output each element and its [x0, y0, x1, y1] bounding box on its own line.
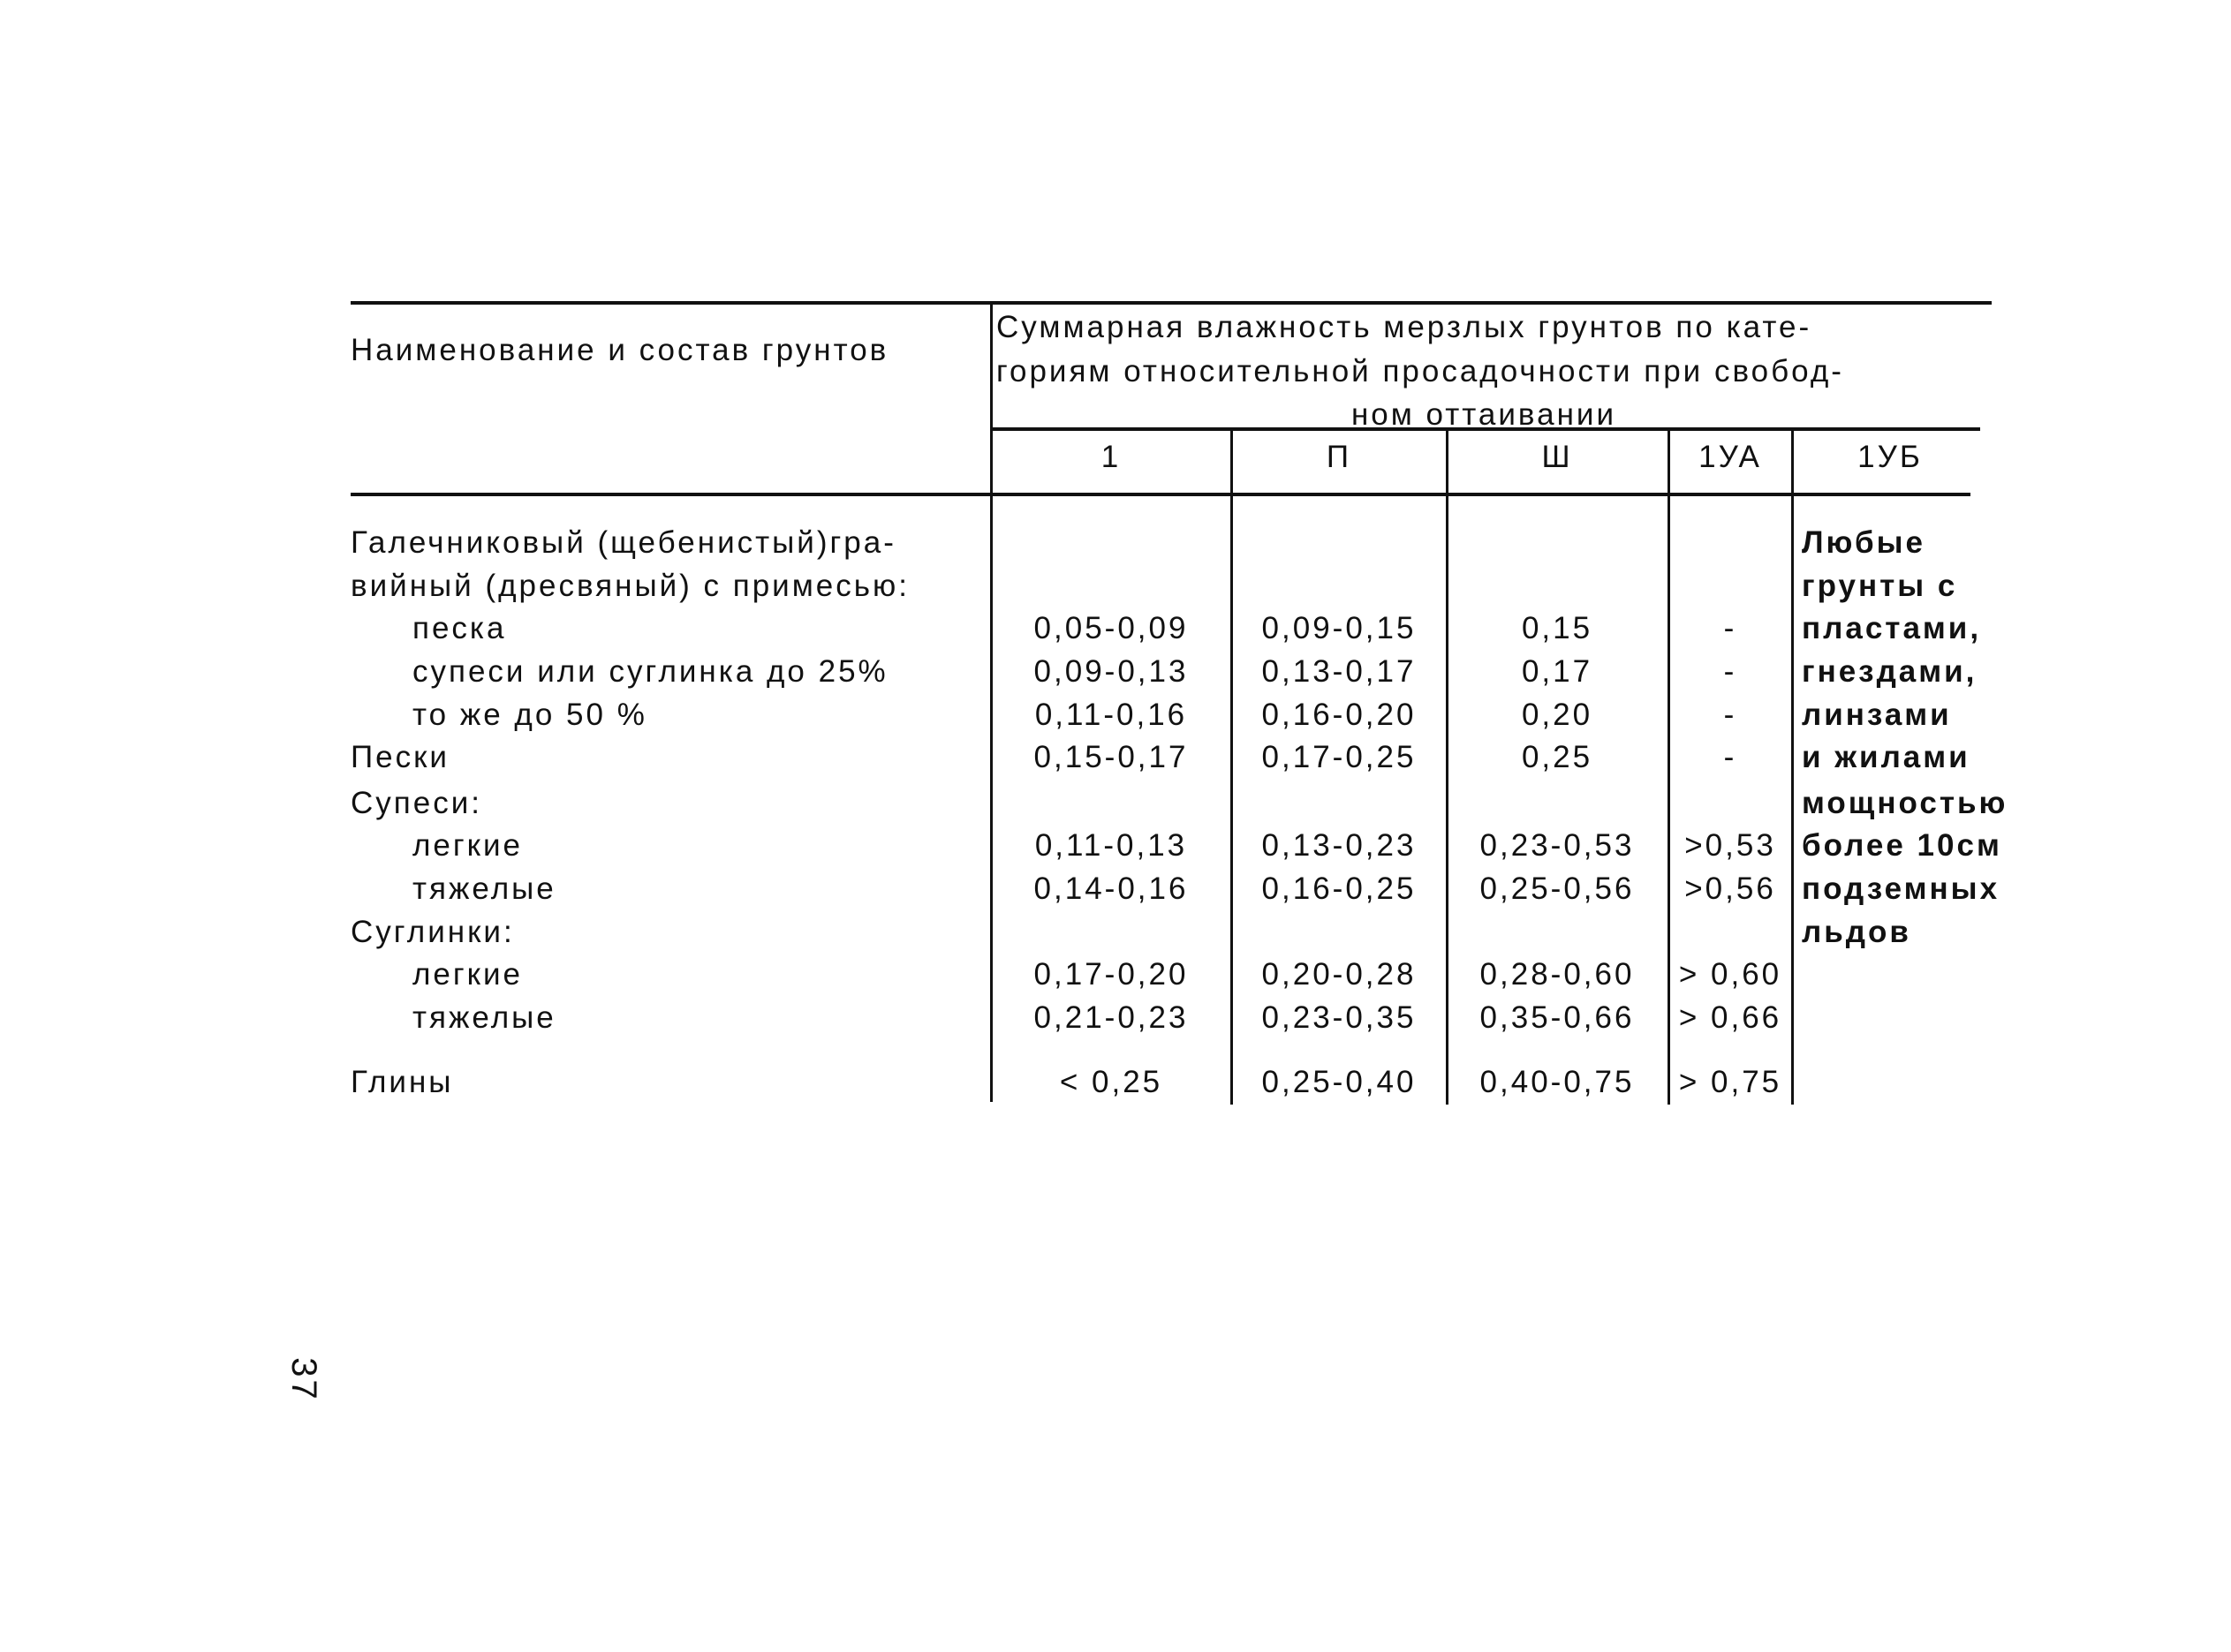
table-cell: >0,53 [1684, 828, 1776, 863]
col-divider [1230, 429, 1233, 1105]
col5-line: льдов [1802, 915, 1911, 949]
table-cell: - [1723, 611, 1737, 645]
col5-line: и жилами [1802, 740, 1970, 774]
col-divider [1668, 429, 1670, 1105]
table-cell: 0,23-0,53 [1479, 828, 1635, 863]
col5-line: мощностью [1802, 786, 2008, 820]
row-name: тяжелые [412, 1000, 556, 1035]
row-name: тяжелые [412, 871, 556, 906]
col5-line: грунты с [1802, 569, 1958, 603]
col5-line: более 10см [1802, 828, 2002, 863]
table-cell: - [1723, 698, 1737, 732]
col5-line: Любые [1802, 525, 1925, 560]
table-cell: 0,21-0,23 [1033, 1000, 1189, 1035]
table-cell: 0,05-0,09 [1033, 611, 1189, 645]
table-cell: 0,17-0,25 [1261, 740, 1417, 774]
row-name: Пески [351, 740, 450, 774]
header-name-col: Наименование и состав грунтов [351, 333, 889, 367]
table-cell: 0,14-0,16 [1033, 871, 1189, 906]
top-rule [351, 301, 1992, 305]
table-cell: - [1723, 740, 1737, 774]
row-name: Глины [351, 1065, 454, 1099]
table-cell: 0,15 [1521, 611, 1593, 645]
table-cell: > 0,75 [1678, 1065, 1782, 1099]
table-cell: > 0,60 [1678, 957, 1782, 992]
col5-line: линзами [1802, 698, 1952, 732]
table-cell: 0,25 [1521, 740, 1593, 774]
table-cell: 0,25-0,40 [1261, 1065, 1417, 1099]
table-cell: >0,56 [1684, 871, 1776, 906]
table-cell: 0,13-0,17 [1261, 654, 1417, 689]
table-cell: 0,17-0,20 [1033, 957, 1189, 992]
row-name: легкие [412, 828, 523, 863]
table-cell: 0,28-0,60 [1479, 957, 1635, 992]
row-name: Галечниковый (щебенистый)гра- [351, 525, 896, 560]
table-cell: 0,20-0,28 [1261, 957, 1417, 992]
table-cell: - [1723, 654, 1737, 689]
page-number: 37 [284, 1357, 323, 1402]
table-cell: 0,11-0,13 [1034, 828, 1188, 863]
row-name: легкие [412, 957, 523, 992]
col5-line: подземных [1802, 871, 2000, 906]
category-header: П [1326, 440, 1352, 474]
category-header: 1УБ [1857, 440, 1923, 474]
table-cell: 0,16-0,25 [1261, 871, 1417, 906]
col-divider [990, 303, 993, 1102]
category-header: 1УА [1698, 440, 1762, 474]
col5-line: пластами, [1802, 611, 1982, 645]
table-cell: < 0,25 [1059, 1065, 1163, 1099]
table-cell: 0,23-0,35 [1261, 1000, 1417, 1035]
row-name: вийный (дресвяный) с примесью: [351, 569, 910, 603]
table-cell: 0,35-0,66 [1479, 1000, 1635, 1035]
col5-line: гнездами, [1802, 654, 1978, 689]
table-cell: 0,25-0,56 [1479, 871, 1635, 906]
header-bottom-rule [351, 493, 1970, 496]
col-divider [1791, 429, 1794, 1105]
table-cell: 0,16-0,20 [1261, 698, 1417, 732]
header-group-line: ном оттаивании [1350, 397, 1617, 432]
col-divider [1446, 429, 1448, 1105]
header-group-line: гориям относительной просадочности при свобод- [996, 354, 1844, 388]
row-name: супеси или суглинка до 25% [412, 654, 889, 689]
category-header: 1 [1100, 440, 1122, 474]
table-cell: 0,20 [1521, 698, 1593, 732]
table-cell: 0,15-0,17 [1033, 740, 1189, 774]
category-header: Ш [1541, 440, 1573, 474]
header-group-line: Суммарная влажность мерзлых грунтов по кате- [996, 310, 1812, 344]
table-cell: 0,40-0,75 [1479, 1065, 1635, 1099]
table-cell: 0,17 [1521, 654, 1593, 689]
row-name: Супеси: [351, 786, 482, 820]
table-cell: 0,09-0,13 [1033, 654, 1189, 689]
table-cell: 0,13-0,23 [1261, 828, 1417, 863]
table-cell: 0,09-0,15 [1261, 611, 1417, 645]
table-cell: > 0,66 [1678, 1000, 1782, 1035]
row-name: Суглинки: [351, 915, 515, 949]
row-name: песка [412, 611, 507, 645]
row-name: то же до 50 % [412, 698, 647, 732]
table-cell: 0,11-0,16 [1034, 698, 1188, 732]
